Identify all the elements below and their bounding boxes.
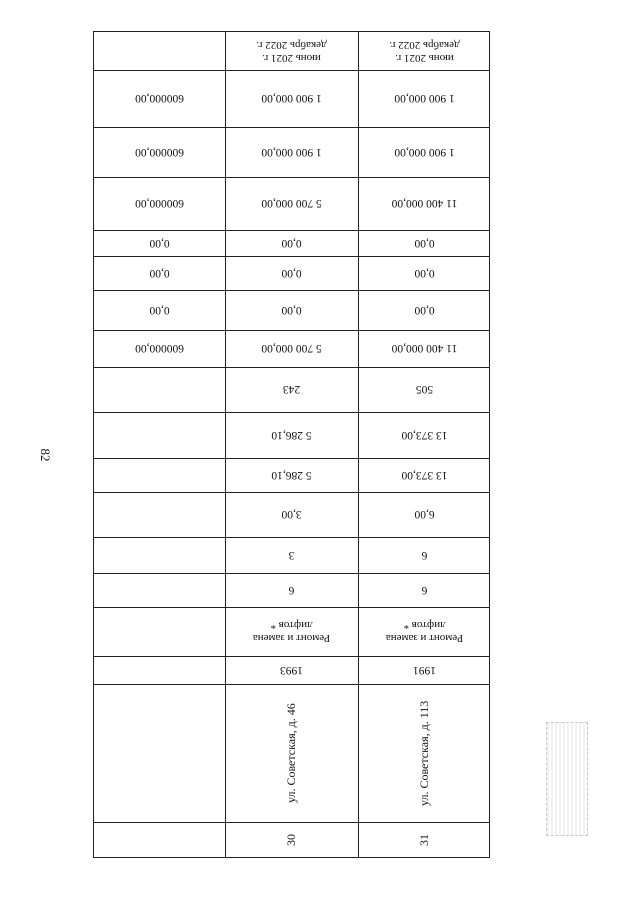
table-cell: 0,00 — [149, 267, 170, 279]
table-cell: 0,00 — [414, 237, 435, 249]
table-cell: 1 900 000,00 — [394, 146, 455, 158]
year-cell: 1993 — [280, 664, 303, 676]
table-cell: 600000,00 — [135, 342, 184, 355]
work-type-cell — [358, 607, 491, 656]
table-cell — [94, 412, 225, 458]
table-cell: 5 286,10 — [271, 469, 312, 481]
header-date-line: июнь 2021 г. — [395, 52, 454, 64]
table-cell — [94, 573, 225, 607]
header-date-line: июнь 2021 г. — [262, 52, 321, 64]
table-cell: 1 900 000,00 — [394, 92, 455, 105]
table-cell — [94, 367, 225, 412]
table-cell: 0,00 — [281, 237, 302, 249]
work-type-cell — [225, 607, 358, 656]
table-cell: 0,00 — [149, 237, 170, 249]
work-type-cell — [94, 607, 225, 656]
table-cell: 600000,00 — [135, 92, 184, 105]
work-type-line: Ремонт и замена — [385, 632, 464, 645]
table-cell: 13 373,00 — [401, 429, 448, 441]
address-cell: ул. Советская, д. 113 — [417, 700, 431, 806]
table-cell: 11 400 000,00 — [391, 197, 458, 210]
work-type-line: лифтов * — [270, 619, 313, 632]
table-cell: 0,00 — [281, 267, 302, 279]
table-cell: 6 — [288, 584, 295, 596]
table-cell: 0,00 — [414, 267, 435, 279]
table-cell: 505 — [415, 383, 434, 396]
table-cell: 0,00 — [149, 304, 170, 316]
data-table — [93, 31, 490, 858]
year-cell — [94, 656, 225, 684]
table-cell: 6 — [421, 549, 428, 561]
table-cell: 6 — [421, 584, 428, 596]
table-cell: 0,00 — [414, 304, 435, 316]
table-cell: 6,00 — [414, 508, 435, 521]
table-cell: 0,00 — [281, 304, 302, 316]
table-cell: 13 373,00 — [401, 469, 448, 481]
row-number-cell — [94, 822, 225, 859]
header-date-cell — [358, 32, 491, 70]
work-type-line: Ремонт и замена — [252, 632, 331, 645]
table-cell: 1 900 000,00 — [261, 92, 322, 105]
row-number-cell: 31 — [417, 834, 431, 847]
year-cell: 1991 — [413, 664, 436, 676]
table-cell: 1 900 000,00 — [261, 146, 322, 158]
header-date-line: декабрь 2022 г. — [389, 39, 460, 51]
stamp-image — [546, 722, 588, 836]
header-date-line: декабрь 2022 г. — [256, 39, 327, 51]
table-cell: 11 400 000,00 — [391, 342, 458, 355]
page-number: 82 — [38, 448, 53, 462]
table-cell: 3 — [288, 549, 295, 561]
table-cell: 3,00 — [281, 508, 302, 521]
address-cell: ул. Советская, д. 46 — [284, 703, 298, 803]
table-cell: 243 — [282, 383, 301, 396]
table-cell — [94, 492, 225, 537]
table-cell: 600000,00 — [135, 197, 184, 210]
table-cell — [94, 537, 225, 573]
header-cell — [94, 32, 225, 70]
table-cell: 5 286,10 — [271, 429, 312, 441]
header-date-cell — [225, 32, 358, 70]
address-cell — [94, 684, 225, 822]
table-cell: 5 700 000,00 — [261, 342, 322, 355]
table-cell — [94, 458, 225, 492]
table-cell: 600000,00 — [135, 146, 184, 158]
row-number-cell: 30 — [284, 834, 298, 847]
work-type-line: лифтов * — [403, 619, 446, 632]
table-cell: 5 700 000,00 — [261, 197, 322, 210]
